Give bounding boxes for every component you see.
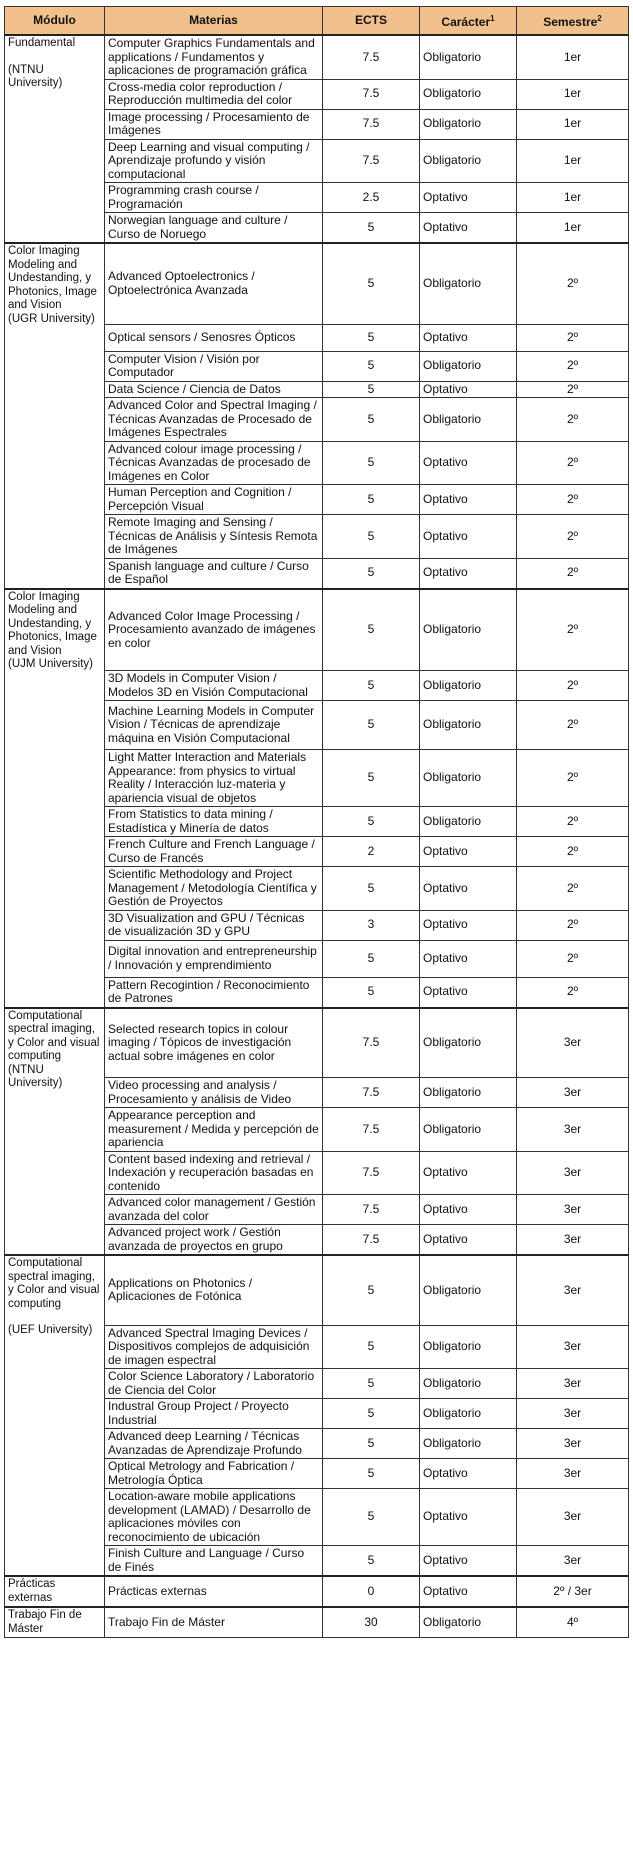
ects-cell: 5: [323, 807, 420, 837]
course-name-cell: Location-aware mobile applications development (LAMAD) / Desarrollo de aplicaciones móviles con reconocimiento de ubicación: [105, 1489, 323, 1546]
course-name-cell: Industral Group Project / Proyecto Industrial: [105, 1399, 323, 1429]
module-cell: [5, 1607, 105, 1638]
semestre-cell: 3er: [517, 1008, 629, 1078]
table-body: [5, 35, 629, 1638]
semestre-cell: 2º: [517, 243, 629, 324]
course-name-cell: Remote Imaging and Sensing / Técnicas de Análisis y Síntesis Remota de Imágenes: [105, 515, 323, 559]
caracter-cell: Optativo: [420, 213, 517, 244]
caracter-cell: Obligatorio: [420, 1255, 517, 1325]
caracter-cell: Obligatorio: [420, 35, 517, 79]
caracter-cell: Obligatorio: [420, 671, 517, 701]
caracter-cell: Obligatorio: [420, 1108, 517, 1152]
semestre-cell: 1er: [517, 183, 629, 213]
course-name-cell: Advanced project work / Gestión avanzada de proyectos en grupo: [105, 1225, 323, 1256]
ects-cell: 5: [323, 1546, 420, 1577]
caracter-cell: Optativo: [420, 1225, 517, 1256]
caracter-cell: Obligatorio: [420, 1325, 517, 1369]
course-name-cell: Programming crash course / Programación: [105, 183, 323, 213]
course-name-cell: Advanced deep Learning / Técnicas Avanzadas de Aprendizaje Profundo: [105, 1429, 323, 1459]
ects-cell: 5: [323, 1489, 420, 1546]
caracter-cell: Obligatorio: [420, 1078, 517, 1108]
caracter-cell: Obligatorio: [420, 1369, 517, 1399]
ects-cell: 5: [323, 1325, 420, 1369]
caracter-cell: Obligatorio: [420, 351, 517, 381]
ects-cell: 7.5: [323, 109, 420, 139]
semestre-cell: 1er: [517, 35, 629, 79]
semestre-cell: 2º: [517, 940, 629, 977]
header-semestre-label: Semestre: [543, 14, 598, 29]
caracter-cell: Optativo: [420, 183, 517, 213]
ects-cell: 7.5: [323, 1225, 420, 1256]
module-university: (NTNU University): [8, 63, 63, 89]
table-row: [5, 1008, 629, 1078]
table-row: [5, 35, 629, 79]
semestre-cell: 3er: [517, 1108, 629, 1152]
course-name-cell: Trabajo Fin de Máster: [105, 1607, 323, 1638]
course-name-cell: Advanced colour image processing / Técnicas Avanzadas de procesado de Imágenes en Color: [105, 441, 323, 485]
semestre-cell: 2º: [517, 351, 629, 381]
module-university: (UEF University): [8, 1324, 93, 1336]
module-name: Color Imaging Modeling and Undestanding, y Photonics, Image and Vision: [8, 590, 97, 657]
caracter-cell: Optativo: [420, 867, 517, 911]
module-cell: [5, 1255, 105, 1576]
semestre-cell: 2º / 3er: [517, 1576, 629, 1607]
caracter-cell: Obligatorio: [420, 1399, 517, 1429]
semestre-cell: 3er: [517, 1325, 629, 1369]
semestre-cell: 1er: [517, 139, 629, 183]
caracter-cell: Obligatorio: [420, 589, 517, 671]
table-row: [5, 243, 629, 324]
caracter-cell: Obligatorio: [420, 1008, 517, 1078]
semestre-cell: 3er: [517, 1429, 629, 1459]
semestre-cell: 3er: [517, 1489, 629, 1546]
caracter-cell: Optativo: [420, 441, 517, 485]
ects-cell: 5: [323, 589, 420, 671]
table-row: [5, 1576, 629, 1607]
module-name: Prácticas externas: [8, 1578, 56, 1604]
module-university: (UGR University): [8, 312, 95, 325]
course-name-cell: Norwegian language and culture / Curso de Noruego: [105, 213, 323, 244]
ects-cell: 5: [323, 1429, 420, 1459]
footnote-marker-1: 1: [490, 13, 495, 23]
semestre-cell: 1er: [517, 213, 629, 244]
caracter-cell: Obligatorio: [420, 701, 517, 750]
table-row: [5, 589, 629, 671]
caracter-cell: Obligatorio: [420, 750, 517, 807]
header-caracter-label: Carácter: [441, 14, 491, 29]
course-name-cell: Digital innovation and entrepreneurship / Innovación y emprendimiento: [105, 940, 323, 977]
ects-cell: 5: [323, 940, 420, 977]
semestre-cell: 2º: [517, 381, 629, 398]
caracter-cell: Optativo: [420, 1195, 517, 1225]
caracter-cell: Optativo: [420, 1151, 517, 1195]
course-name-cell: Light Matter Interaction and Materials Appearance: from physics to virtual Reality / Interacción luz-materia y apariencia visual de objetos: [105, 750, 323, 807]
course-name-cell: French Culture and French Language / Curso de Francés: [105, 837, 323, 867]
course-name-cell: 3D Models in Computer Vision / Modelos 3D en Visión Computacional: [105, 671, 323, 701]
ects-cell: 7.5: [323, 1108, 420, 1152]
header-caracter: [420, 7, 517, 36]
course-name-cell: Cross-media color reproduction / Reproducción multimedia del color: [105, 79, 323, 109]
course-table: [4, 6, 629, 1638]
caracter-cell: Obligatorio: [420, 139, 517, 183]
module-name: Color Imaging Modeling and Undestanding, y Photonics, Image and Vision: [8, 245, 97, 311]
ects-cell: 7.5: [323, 35, 420, 79]
module-spacer: [8, 1311, 101, 1324]
ects-cell: 30: [323, 1607, 420, 1638]
ects-cell: 0: [323, 1576, 420, 1607]
module-spacer: [8, 51, 101, 64]
ects-cell: 5: [323, 485, 420, 515]
semestre-cell: 2º: [517, 837, 629, 867]
ects-cell: 5: [323, 977, 420, 1008]
semestre-cell: 1er: [517, 109, 629, 139]
semestre-cell: 3er: [517, 1399, 629, 1429]
course-name-cell: Selected research topics in colour imaging / Tópicos de investigación actual sobre imágenes en color: [105, 1008, 323, 1078]
ects-cell: 7.5: [323, 1008, 420, 1078]
course-name-cell: Spanish language and culture / Curso de Español: [105, 558, 323, 589]
semestre-cell: 3er: [517, 1459, 629, 1489]
semestre-cell: 3er: [517, 1078, 629, 1108]
ects-cell: 5: [323, 381, 420, 398]
caracter-cell: Optativo: [420, 1489, 517, 1546]
course-name-cell: Video processing and analysis / Procesamiento y análisis de Video: [105, 1078, 323, 1108]
semestre-cell: 2º: [517, 671, 629, 701]
course-name-cell: Optical Metrology and Fabrication / Metrología Óptica: [105, 1459, 323, 1489]
ects-cell: 7.5: [323, 1151, 420, 1195]
caracter-cell: Optativo: [420, 977, 517, 1008]
module-cell: [5, 35, 105, 243]
course-name-cell: Advanced color management / Gestión avanzada del color: [105, 1195, 323, 1225]
ects-cell: 5: [323, 750, 420, 807]
module-university: (NTNU University): [8, 1063, 63, 1089]
ects-cell: 5: [323, 515, 420, 559]
caracter-cell: Optativo: [420, 381, 517, 398]
footnote-marker-2: 2: [597, 13, 602, 23]
header-row: [5, 7, 629, 36]
header-semestre: [517, 7, 629, 36]
module-name: Computational spectral imaging, y Color and visual computing: [8, 1009, 100, 1062]
header-ects: ECTS: [323, 7, 420, 36]
course-name-cell: Data Science / Ciencia de Datos: [105, 381, 323, 398]
semestre-cell: 2º: [517, 750, 629, 807]
table-row: [5, 1255, 629, 1325]
ects-cell: 5: [323, 558, 420, 589]
semestre-cell: 3er: [517, 1255, 629, 1325]
module-cell: [5, 1008, 105, 1256]
semestre-cell: 3er: [517, 1546, 629, 1577]
module-university: (UJM University): [8, 658, 93, 670]
semestre-cell: 2º: [517, 558, 629, 589]
course-name-cell: Advanced Spectral Imaging Devices / Dispositivos complejos de adquisición de imagen espectral: [105, 1325, 323, 1369]
caracter-cell: Obligatorio: [420, 1429, 517, 1459]
course-name-cell: Finish Culture and Language / Curso de Finés: [105, 1546, 323, 1577]
caracter-cell: Obligatorio: [420, 109, 517, 139]
ects-cell: 5: [323, 1369, 420, 1399]
semestre-cell: 2º: [517, 485, 629, 515]
caracter-cell: Optativo: [420, 1546, 517, 1577]
caracter-cell: Optativo: [420, 940, 517, 977]
module-name: Trabajo Fin de Máster: [8, 1609, 82, 1635]
ects-cell: 5: [323, 671, 420, 701]
ects-cell: 5: [323, 398, 420, 442]
semestre-cell: 2º: [517, 398, 629, 442]
semestre-cell: 2º: [517, 807, 629, 837]
course-name-cell: Pattern Recogintion / Reconocimiento de Patrones: [105, 977, 323, 1008]
course-name-cell: Scientific Methodology and Project Management / Metodología Científica y Gestión de Proyectos: [105, 867, 323, 911]
header-materias: Materias: [105, 7, 323, 36]
ects-cell: 2.5: [323, 183, 420, 213]
course-name-cell: Computer Vision / Visión por Computador: [105, 351, 323, 381]
caracter-cell: Optativo: [420, 324, 517, 351]
course-name-cell: From Statistics to data mining / Estadística y Minería de datos: [105, 807, 323, 837]
ects-cell: 5: [323, 867, 420, 911]
caracter-cell: Optativo: [420, 1459, 517, 1489]
ects-cell: 5: [323, 1255, 420, 1325]
module-name: Fundamental: [8, 37, 76, 49]
course-name-cell: Computer Graphics Fundamentals and applications / Fundamentos y aplicaciones de programación gráfica: [105, 35, 323, 79]
caracter-cell: Optativo: [420, 837, 517, 867]
caracter-cell: Obligatorio: [420, 807, 517, 837]
ects-cell: 5: [323, 243, 420, 324]
course-name-cell: Advanced Color Image Processing / Procesamiento avanzado de imágenes en color: [105, 589, 323, 671]
ects-cell: 2: [323, 837, 420, 867]
ects-cell: 3: [323, 910, 420, 940]
module-cell: [5, 1576, 105, 1607]
semestre-cell: 2º: [517, 701, 629, 750]
ects-cell: 5: [323, 213, 420, 244]
course-name-cell: Content based indexing and retrieval / Indexación y recuperación basadas en contenido: [105, 1151, 323, 1195]
semestre-cell: 2º: [517, 515, 629, 559]
course-name-cell: Deep Learning and visual computing / Aprendizaje profundo y visión computacional: [105, 139, 323, 183]
course-name-cell: Human Perception and Cognition / Percepción Visual: [105, 485, 323, 515]
header-modulo: Módulo: [5, 7, 105, 36]
module-name: Computational spectral imaging, y Color and visual computing: [8, 1257, 100, 1310]
semestre-cell: 2º: [517, 441, 629, 485]
course-name-cell: Color Science Laboratory / Laboratorio de Ciencia del Color: [105, 1369, 323, 1399]
course-name-cell: Applications on Photonics / Aplicaciones de Fotónica: [105, 1255, 323, 1325]
caracter-cell: Obligatorio: [420, 243, 517, 324]
caracter-cell: Optativo: [420, 558, 517, 589]
ects-cell: 5: [323, 351, 420, 381]
semestre-cell: 2º: [517, 910, 629, 940]
ects-cell: 5: [323, 324, 420, 351]
ects-cell: 5: [323, 1459, 420, 1489]
caracter-cell: Obligatorio: [420, 1607, 517, 1638]
semestre-cell: 3er: [517, 1151, 629, 1195]
ects-cell: 7.5: [323, 139, 420, 183]
ects-cell: 5: [323, 441, 420, 485]
ects-cell: 5: [323, 1399, 420, 1429]
course-name-cell: Advanced Color and Spectral Imaging / Técnicas Avanzadas de Procesado de Imágenes Espectrales: [105, 398, 323, 442]
caracter-cell: Obligatorio: [420, 79, 517, 109]
caracter-cell: Obligatorio: [420, 398, 517, 442]
course-name-cell: Image processing / Procesamiento de Imágenes: [105, 109, 323, 139]
caracter-cell: Optativo: [420, 910, 517, 940]
ects-cell: 7.5: [323, 79, 420, 109]
semestre-cell: 2º: [517, 324, 629, 351]
course-name-cell: Appearance perception and measurement / Medida y percepción de apariencia: [105, 1108, 323, 1152]
module-cell: [5, 243, 105, 589]
semestre-cell: 3er: [517, 1369, 629, 1399]
module-cell: [5, 589, 105, 1008]
ects-cell: 7.5: [323, 1078, 420, 1108]
caracter-cell: Optativo: [420, 485, 517, 515]
table-row: [5, 1607, 629, 1638]
ects-cell: 7.5: [323, 1195, 420, 1225]
semestre-cell: 2º: [517, 867, 629, 911]
semestre-cell: 2º: [517, 589, 629, 671]
course-name-cell: Machine Learning Models in Computer Vision / Técnicas de aprendizaje máquina en Visión Computacional: [105, 701, 323, 750]
caracter-cell: Optativo: [420, 515, 517, 559]
caracter-cell: Optativo: [420, 1576, 517, 1607]
semestre-cell: 3er: [517, 1195, 629, 1225]
course-name-cell: Advanced Optoelectronics / Optoelectrónica Avanzada: [105, 243, 323, 324]
semestre-cell: 4º: [517, 1607, 629, 1638]
semestre-cell: 3er: [517, 1225, 629, 1256]
course-name-cell: Prácticas externas: [105, 1576, 323, 1607]
course-name-cell: Optical sensors / Senosres Ópticos: [105, 324, 323, 351]
semestre-cell: 1er: [517, 79, 629, 109]
ects-cell: 5: [323, 701, 420, 750]
course-name-cell: 3D Visualization and GPU / Técnicas de visualización 3D y GPU: [105, 910, 323, 940]
semestre-cell: 2º: [517, 977, 629, 1008]
